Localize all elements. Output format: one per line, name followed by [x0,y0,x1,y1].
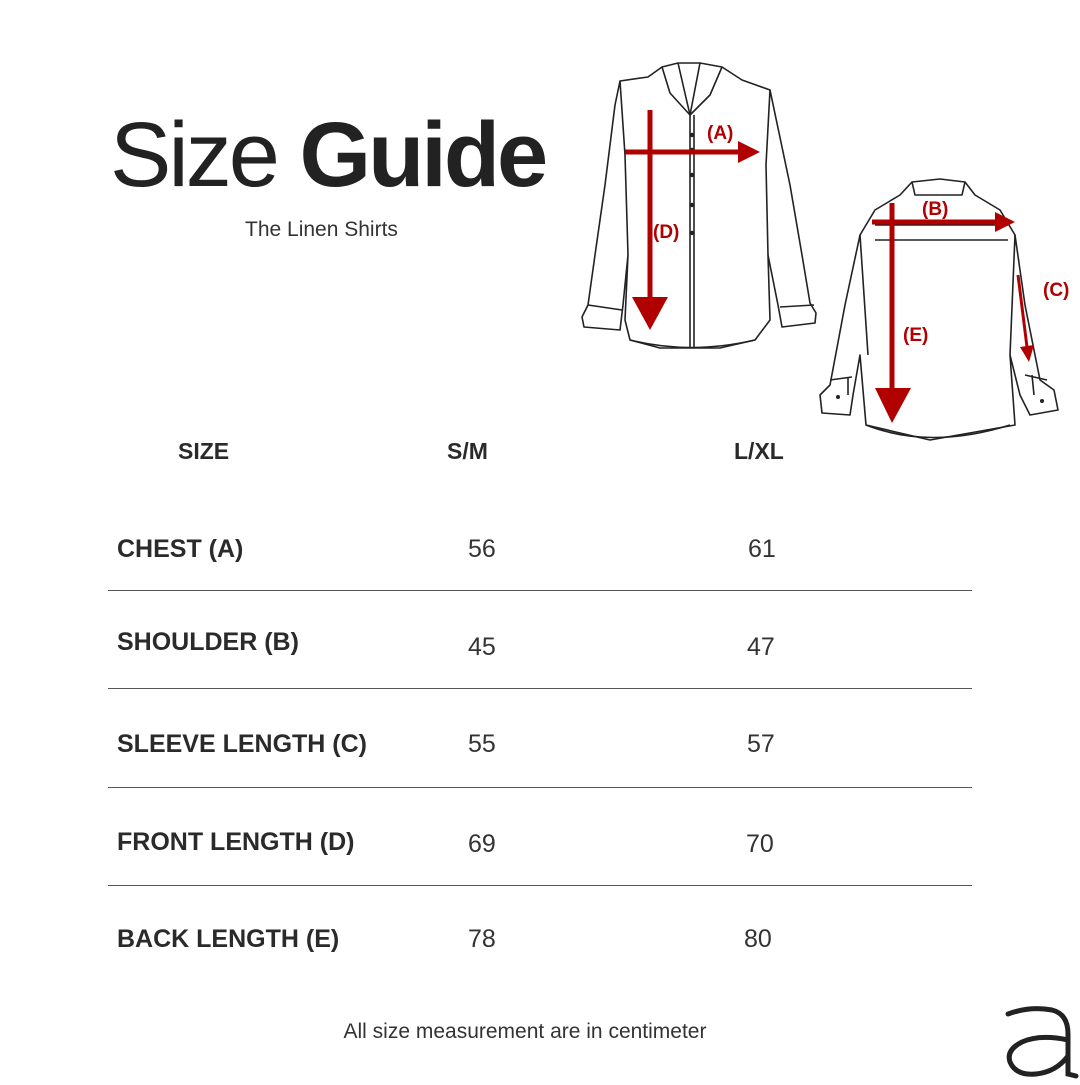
row-label: BACK LENGTH (E) [117,925,340,953]
row-value-lxl: 47 [747,633,775,661]
brand-a-logo-icon [1000,1000,1080,1080]
row-value-lxl: 80 [744,925,772,953]
label-b: (B) [922,199,949,220]
row-divider [108,787,972,788]
row-value-sm: 69 [468,830,496,858]
title-size-word: Size [110,104,277,206]
row-divider [108,885,972,886]
header-lxl: L/XL [734,438,784,464]
row-value-lxl: 70 [746,830,774,858]
row-value-sm: 78 [468,925,496,953]
row-label: SLEEVE LENGTH (C) [117,730,368,758]
row-value-lxl: 57 [747,730,775,758]
title-guide-word: Guide [299,104,546,206]
row-value-sm: 45 [468,633,496,661]
row-value-lxl: 61 [748,535,776,563]
label-d: (D) [653,222,680,243]
row-divider [108,590,972,591]
shirt-measurement-illustration [570,55,1080,450]
subtitle: The Linen Shirts [245,218,398,241]
measurement-arrows [625,110,1034,423]
row-value-sm: 55 [468,730,496,758]
footnote: All size measurement are in centimeter [343,1020,707,1043]
page-title [110,100,545,210]
header-size: SIZE [178,438,230,464]
row-divider [108,688,972,689]
label-a: (A) [707,123,734,144]
row-label: CHEST (A) [117,535,244,563]
row-label: FRONT LENGTH (D) [117,828,355,856]
header-sm: S/M [447,438,488,464]
row-value-sm: 56 [468,535,496,563]
label-e: (E) [903,325,929,346]
row-label: SHOULDER (B) [117,628,299,656]
front-shirt-drawing [582,63,816,348]
label-c: (C) [1043,280,1070,301]
